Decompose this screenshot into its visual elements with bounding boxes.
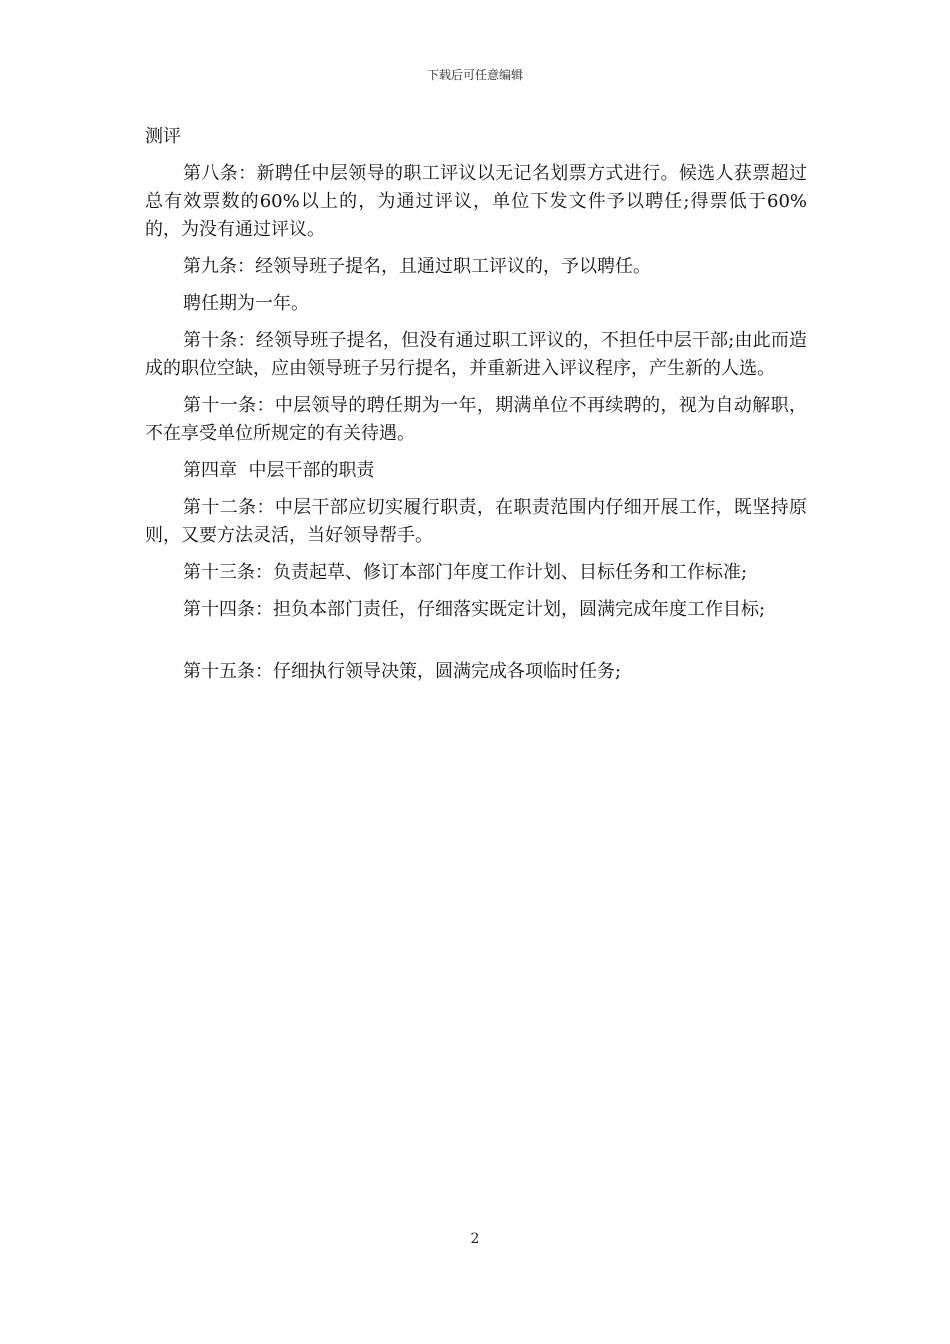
page-number: 2 [470,1231,480,1247]
chapter-heading-4: 第四章 中层干部的职责 [183,460,375,481]
document-body [145,123,807,695]
paragraph-term: 聘任期为一年。 [183,293,309,314]
paragraph-article-8: 第八条：新聘任中层领导的职工评议以无记名划票方式进行。候选人获票超过总有效票数的60%以上的，为通过评议，单位下发文件予以聘任;得票低于60%的，为没有通过评议。 [145,163,807,240]
paragraph-article-13: 第十三条：负责起草、修订本部门年度工作计划、目标任务和工作标准; [183,562,748,583]
page-header: 下载后可任意编辑 [426,68,523,82]
paragraph-article-11: 第十一条：中层领导的聘任期为一年，期满单位不再续聘的，视为自动解职，不在享受单位所规定的有关待遇。 [145,395,807,444]
paragraph-article-12: 第十二条：中层干部应切实履行职责，在职责范围内仔细开展工作，既坚持原则，又要方法灵活，当好领导帮手。 [145,497,807,546]
paragraph-article-10: 第十条：经领导班子提名，但没有通过职工评议的，不担任中层干部;由此而造成的职位空缺，应由领导班子另行提名，并重新进入评议程序，产生新的人选。 [145,330,807,379]
paragraph-article-14: 第十四条：担负本部门责任，仔细落实既定计划，圆满完成年度工作目标; [183,599,766,620]
paragraph-article-15: 第十五条：仔细执行领导决策，圆满完成各项临时任务; [183,661,622,682]
paragraph-article-9: 第九条：经领导班子提名，且通过职工评议的，予以聘任。 [183,256,651,277]
paragraph-continuation: 测评 [145,126,181,147]
